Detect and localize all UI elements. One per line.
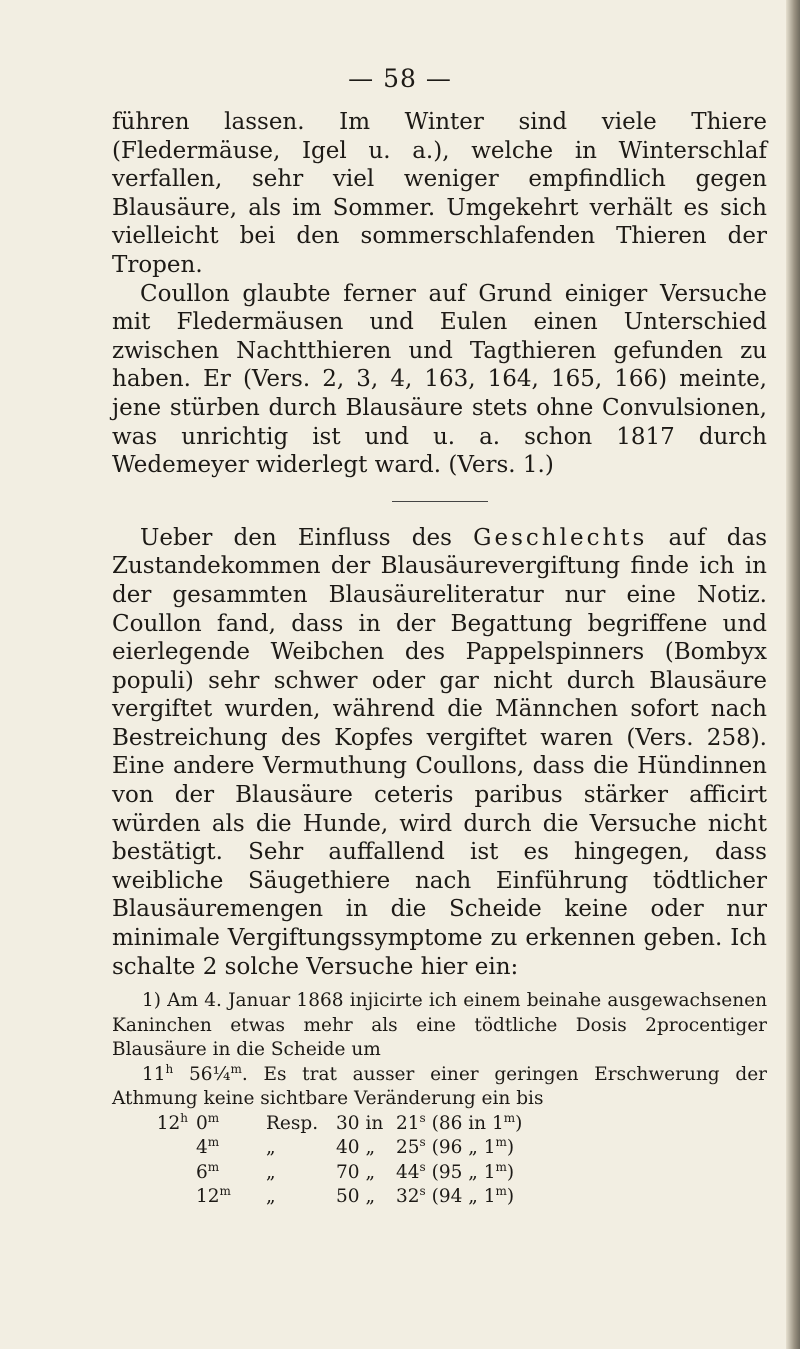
row-time xyxy=(148,1161,188,1186)
page-number: — 58 — xyxy=(348,64,452,93)
table-row xyxy=(148,1185,767,1210)
row-time xyxy=(148,1136,188,1161)
paragraph-1: führen lassen. Im Winter sind viele Thiere (Fledermäuse, Igel u. a.), welche in Winterschlaf verfallen, sehr viel weniger empfindlich gegen Blausäure, als im Sommer. Umgekehrt verhält es sich vielleicht bei den sommerschlafenden Thieren der Tropen. xyxy=(112,109,767,278)
experiment-intro: 1) Am 4. Januar 1868 injicirte ich einem beinahe ausgewachsenen Kaninchen etwas mehr als eine tödtliche Dosis 2procentiger Blausäure in die Scheide um xyxy=(112,990,767,1061)
row-resp: 70 „ xyxy=(336,1161,376,1183)
table-row xyxy=(148,1112,767,1137)
row-seconds: 25$^s$ (96 „ 1$^m$) xyxy=(396,1135,515,1159)
row-label: „ xyxy=(266,1161,276,1183)
time-hours-unit: h xyxy=(165,1061,174,1076)
page-edge-shadow xyxy=(786,0,800,1349)
row-label: „ xyxy=(266,1137,276,1159)
main-text xyxy=(112,108,767,981)
row-minutes: 0$^m$ xyxy=(196,1110,220,1134)
spaced-word: Geschlechts xyxy=(473,524,648,551)
row-resp: 30 in xyxy=(336,1112,384,1134)
table-row xyxy=(148,1161,767,1186)
row-minutes: 6$^m$ xyxy=(196,1159,220,1183)
time-minutes-unit: m xyxy=(230,1061,242,1076)
row-minutes: 4$^m$ xyxy=(196,1135,220,1159)
row-seconds: 32$^s$ (94 „ 1$^m$) xyxy=(396,1184,515,1208)
row-time xyxy=(148,1185,188,1210)
text-block xyxy=(112,108,767,1210)
row-time: 12$^h$ xyxy=(156,1110,188,1134)
paragraph-2: Coullon glaubte ferner auf Grund einiger Versuche mit Fledermäusen und Eulen einen Unterschied zwischen Nachtthieren und Tagthieren gefunden zu haben. Er (Vers. 2, 3, 4, 163, 164, 165, 166) meinte, jene stürben durch Blausäure stets ohne Convulsionen, was unrichtig ist und u. a. schon 1817 durch Wedemeyer widerlegt ward. (Vers. 1.) xyxy=(112,280,767,479)
section-divider xyxy=(392,501,488,502)
paragraph-3 xyxy=(112,524,767,982)
row-minutes: 12$^m$ xyxy=(196,1184,231,1208)
table-row xyxy=(148,1136,767,1161)
row-resp: 40 „ xyxy=(336,1137,376,1159)
paragraph-3-rest: auf das Zustandekommen der Blausäurevergiftung finde ich in der gesammten Blausäureliteratur nur eine Notiz. Coullon fand, dass in der Begattung begriffene und eierlegende Weibchen des Pappelspinners (Bombyx populi) sehr schwer oder gar nicht durch Blausäure vergiftet wurden, während die Männchen sofort nach Bestreichung des Kopfes vergiftet waren (Vers. 258). Eine andere Vermuthung Coullons, dass die Hündinnen von der Blausäure ceteris paribus stärker afficirt würden als die Hunde, wird durch die Versuche nicht bestätigt. Sehr auffallend ist es hingegen, dass weibliche Säugethiere nach Einführung tödtlicher Blausäuremengen in die Scheide keine oder nur minimale Vergiftungssymptome zu erkennen geben. Ich schalte 2 solche Versuche hier ein: xyxy=(112,524,767,980)
row-label: „ xyxy=(266,1186,276,1208)
row-label: Resp. xyxy=(266,1112,319,1134)
experiment-line-2-text: . Es trat ausser einer geringen Erschwerung der Athmung keine sichtbare Veränderung ein bis xyxy=(112,1063,767,1110)
paragraph-3-start: Ueber den Einfluss des xyxy=(140,524,474,551)
time-hours: 11 xyxy=(142,1063,166,1085)
respiration-table xyxy=(112,1112,767,1210)
row-seconds: 44$^s$ (95 „ 1$^m$) xyxy=(396,1159,515,1183)
row-resp: 50 „ xyxy=(336,1186,376,1208)
experiment-line-2 xyxy=(112,1063,767,1112)
time-minutes: 56¼ xyxy=(189,1063,231,1085)
experiment-block xyxy=(112,989,767,1210)
row-seconds: 21$^s$ (86 in 1$^m$) xyxy=(396,1110,523,1134)
